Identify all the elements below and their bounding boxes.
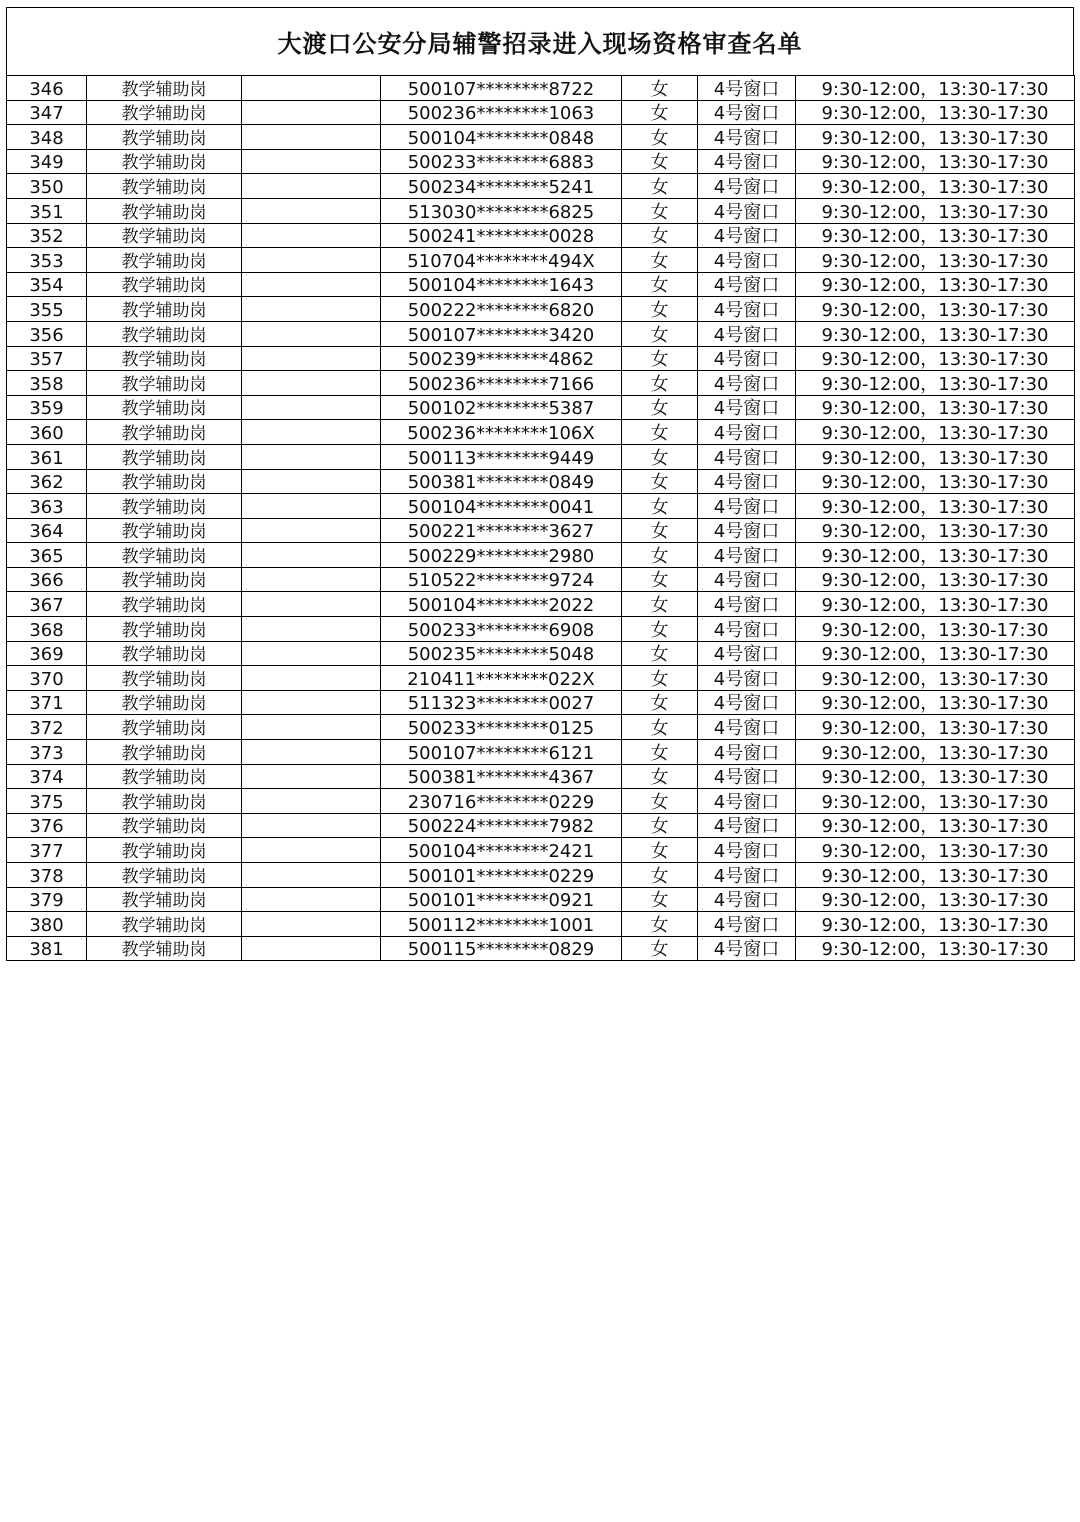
row-number-cell: 349 <box>7 149 87 174</box>
table-row <box>7 592 1075 617</box>
row-number-cell: 374 <box>7 764 87 789</box>
post-name-cell: 教学辅助岗 <box>87 936 242 961</box>
post-name-cell: 教学辅助岗 <box>87 321 242 346</box>
candidate-name-cell <box>242 346 381 371</box>
candidate-name-cell <box>242 371 381 396</box>
gender-cell: 女 <box>622 887 698 912</box>
review-time-cell: 9:30-12:00，13:30-17:30 <box>796 198 1075 223</box>
id-number-cell: 500104********0848 <box>381 125 622 150</box>
table-row <box>7 125 1075 150</box>
table-body <box>7 76 1075 961</box>
gender-cell: 女 <box>622 494 698 519</box>
row-number-cell: 373 <box>7 740 87 765</box>
table-row <box>7 863 1075 888</box>
gender-cell: 女 <box>622 76 698 101</box>
review-window-cell: 4号窗口 <box>698 346 796 371</box>
row-number-cell: 350 <box>7 174 87 199</box>
id-number-cell: 500381********4367 <box>381 764 622 789</box>
row-number-cell: 378 <box>7 863 87 888</box>
review-time-cell: 9:30-12:00，13:30-17:30 <box>796 125 1075 150</box>
post-name-cell: 教学辅助岗 <box>87 76 242 101</box>
review-time-cell: 9:30-12:00，13:30-17:30 <box>796 395 1075 420</box>
gender-cell: 女 <box>622 543 698 568</box>
id-number-cell: 500102********5387 <box>381 395 622 420</box>
row-number-cell: 360 <box>7 420 87 445</box>
review-window-cell: 4号窗口 <box>698 395 796 420</box>
post-name-cell: 教学辅助岗 <box>87 567 242 592</box>
gender-cell: 女 <box>622 666 698 691</box>
id-number-cell: 500113********9449 <box>381 444 622 469</box>
review-window-cell: 4号窗口 <box>698 690 796 715</box>
gender-cell: 女 <box>622 272 698 297</box>
row-number-cell: 379 <box>7 887 87 912</box>
row-number-cell: 377 <box>7 838 87 863</box>
gender-cell: 女 <box>622 740 698 765</box>
review-time-cell: 9:30-12:00，13:30-17:30 <box>796 641 1075 666</box>
gender-cell: 女 <box>622 764 698 789</box>
table-row <box>7 518 1075 543</box>
post-name-cell: 教学辅助岗 <box>87 272 242 297</box>
id-number-cell: 500104********2022 <box>381 592 622 617</box>
review-window-cell: 4号窗口 <box>698 272 796 297</box>
review-time-cell: 9:30-12:00，13:30-17:30 <box>796 543 1075 568</box>
post-name-cell: 教学辅助岗 <box>87 346 242 371</box>
gender-cell: 女 <box>622 321 698 346</box>
post-name-cell: 教学辅助岗 <box>87 592 242 617</box>
id-number-cell: 500381********0849 <box>381 469 622 494</box>
id-number-cell: 500115********0829 <box>381 936 622 961</box>
table-row <box>7 838 1075 863</box>
id-number-cell: 500222********6820 <box>381 297 622 322</box>
review-time-cell: 9:30-12:00，13:30-17:30 <box>796 813 1075 838</box>
row-number-cell: 369 <box>7 641 87 666</box>
id-number-cell: 500101********0229 <box>381 863 622 888</box>
review-time-cell: 9:30-12:00，13:30-17:30 <box>796 912 1075 937</box>
review-window-cell: 4号窗口 <box>698 100 796 125</box>
gender-cell: 女 <box>622 912 698 937</box>
post-name-cell: 教学辅助岗 <box>87 887 242 912</box>
id-number-cell: 500104********1643 <box>381 272 622 297</box>
candidate-name-cell <box>242 444 381 469</box>
post-name-cell: 教学辅助岗 <box>87 444 242 469</box>
post-name-cell: 教学辅助岗 <box>87 100 242 125</box>
candidate-name-cell <box>242 567 381 592</box>
candidate-name-cell <box>242 198 381 223</box>
candidate-name-cell <box>242 272 381 297</box>
post-name-cell: 教学辅助岗 <box>87 469 242 494</box>
candidate-name-cell <box>242 125 381 150</box>
id-number-cell: 500104********0041 <box>381 494 622 519</box>
gender-cell: 女 <box>622 567 698 592</box>
id-number-cell: 500239********4862 <box>381 346 622 371</box>
review-time-cell: 9:30-12:00，13:30-17:30 <box>796 863 1075 888</box>
row-number-cell: 370 <box>7 666 87 691</box>
post-name-cell: 教学辅助岗 <box>87 198 242 223</box>
gender-cell: 女 <box>622 838 698 863</box>
review-time-cell: 9:30-12:00，13:30-17:30 <box>796 371 1075 396</box>
review-window-cell: 4号窗口 <box>698 469 796 494</box>
post-name-cell: 教学辅助岗 <box>87 666 242 691</box>
row-number-cell: 364 <box>7 518 87 543</box>
table-row <box>7 248 1075 273</box>
review-time-cell: 9:30-12:00，13:30-17:30 <box>796 494 1075 519</box>
gender-cell: 女 <box>622 469 698 494</box>
candidate-name-cell <box>242 666 381 691</box>
review-time-cell: 9:30-12:00，13:30-17:30 <box>796 592 1075 617</box>
review-time-cell: 9:30-12:00，13:30-17:30 <box>796 666 1075 691</box>
review-time-cell: 9:30-12:00，13:30-17:30 <box>796 887 1075 912</box>
candidate-name-cell <box>242 813 381 838</box>
row-number-cell: 367 <box>7 592 87 617</box>
id-number-cell: 500236********1063 <box>381 100 622 125</box>
review-time-cell: 9:30-12:00，13:30-17:30 <box>796 248 1075 273</box>
gender-cell: 女 <box>622 149 698 174</box>
row-number-cell: 361 <box>7 444 87 469</box>
id-number-cell: 510704********494X <box>381 248 622 273</box>
table-row <box>7 198 1075 223</box>
table-row <box>7 567 1075 592</box>
review-window-cell: 4号窗口 <box>698 936 796 961</box>
table-row <box>7 617 1075 642</box>
gender-cell: 女 <box>622 297 698 322</box>
candidate-name-cell <box>242 641 381 666</box>
table-row <box>7 346 1075 371</box>
review-time-cell: 9:30-12:00，13:30-17:30 <box>796 321 1075 346</box>
review-window-cell: 4号窗口 <box>698 617 796 642</box>
gender-cell: 女 <box>622 248 698 273</box>
gender-cell: 女 <box>622 174 698 199</box>
candidate-name-cell <box>242 321 381 346</box>
candidate-name-cell <box>242 789 381 814</box>
review-time-cell: 9:30-12:00，13:30-17:30 <box>796 174 1075 199</box>
table-row <box>7 936 1075 961</box>
table-row <box>7 813 1075 838</box>
table-row <box>7 149 1075 174</box>
post-name-cell: 教学辅助岗 <box>87 740 242 765</box>
review-time-cell: 9:30-12:00，13:30-17:30 <box>796 567 1075 592</box>
row-number-cell: 348 <box>7 125 87 150</box>
review-time-cell: 9:30-12:00，13:30-17:30 <box>796 272 1075 297</box>
candidate-name-cell <box>242 149 381 174</box>
review-time-cell: 9:30-12:00，13:30-17:30 <box>796 715 1075 740</box>
post-name-cell: 教学辅助岗 <box>87 125 242 150</box>
review-window-cell: 4号窗口 <box>698 223 796 248</box>
candidate-name-cell <box>242 690 381 715</box>
table-row <box>7 100 1075 125</box>
review-window-cell: 4号窗口 <box>698 887 796 912</box>
id-number-cell: 230716********0229 <box>381 789 622 814</box>
post-name-cell: 教学辅助岗 <box>87 641 242 666</box>
review-window-cell: 4号窗口 <box>698 297 796 322</box>
id-number-cell: 500241********0028 <box>381 223 622 248</box>
row-number-cell: 365 <box>7 543 87 568</box>
table-row <box>7 789 1075 814</box>
review-time-cell: 9:30-12:00，13:30-17:30 <box>796 346 1075 371</box>
gender-cell: 女 <box>622 690 698 715</box>
review-time-cell: 9:30-12:00，13:30-17:30 <box>796 420 1075 445</box>
gender-cell: 女 <box>622 592 698 617</box>
review-window-cell: 4号窗口 <box>698 838 796 863</box>
gender-cell: 女 <box>622 420 698 445</box>
id-number-cell: 500107********6121 <box>381 740 622 765</box>
candidate-name-cell <box>242 174 381 199</box>
id-number-cell: 510522********9724 <box>381 567 622 592</box>
row-number-cell: 375 <box>7 789 87 814</box>
candidate-name-cell <box>242 469 381 494</box>
table-row <box>7 666 1075 691</box>
table-row <box>7 272 1075 297</box>
table-row <box>7 223 1075 248</box>
review-window-cell: 4号窗口 <box>698 494 796 519</box>
row-number-cell: 357 <box>7 346 87 371</box>
id-number-cell: 500229********2980 <box>381 543 622 568</box>
candidate-name-cell <box>242 764 381 789</box>
review-window-cell: 4号窗口 <box>698 764 796 789</box>
row-number-cell: 347 <box>7 100 87 125</box>
gender-cell: 女 <box>622 371 698 396</box>
review-window-cell: 4号窗口 <box>698 567 796 592</box>
row-number-cell: 358 <box>7 371 87 396</box>
post-name-cell: 教学辅助岗 <box>87 297 242 322</box>
review-window-cell: 4号窗口 <box>698 149 796 174</box>
gender-cell: 女 <box>622 715 698 740</box>
id-number-cell: 511323********0027 <box>381 690 622 715</box>
id-number-cell: 500112********1001 <box>381 912 622 937</box>
table-row <box>7 297 1075 322</box>
post-name-cell: 教学辅助岗 <box>87 863 242 888</box>
candidate-name-cell <box>242 617 381 642</box>
review-time-cell: 9:30-12:00，13:30-17:30 <box>796 838 1075 863</box>
gender-cell: 女 <box>622 395 698 420</box>
review-time-cell: 9:30-12:00，13:30-17:30 <box>796 789 1075 814</box>
review-window-cell: 4号窗口 <box>698 912 796 937</box>
candidate-name-cell <box>242 494 381 519</box>
row-number-cell: 352 <box>7 223 87 248</box>
gender-cell: 女 <box>622 444 698 469</box>
candidate-name-cell <box>242 100 381 125</box>
review-time-cell: 9:30-12:00，13:30-17:30 <box>796 76 1075 101</box>
review-time-cell: 9:30-12:00，13:30-17:30 <box>796 444 1075 469</box>
row-number-cell: 380 <box>7 912 87 937</box>
row-number-cell: 372 <box>7 715 87 740</box>
table-row <box>7 715 1075 740</box>
candidate-name-cell <box>242 936 381 961</box>
post-name-cell: 教学辅助岗 <box>87 912 242 937</box>
post-name-cell: 教学辅助岗 <box>87 617 242 642</box>
review-window-cell: 4号窗口 <box>698 198 796 223</box>
gender-cell: 女 <box>622 936 698 961</box>
review-time-cell: 9:30-12:00，13:30-17:30 <box>796 149 1075 174</box>
review-window-cell: 4号窗口 <box>698 371 796 396</box>
id-number-cell: 500233********6908 <box>381 617 622 642</box>
candidate-name-cell <box>242 518 381 543</box>
table-row <box>7 395 1075 420</box>
review-window-cell: 4号窗口 <box>698 863 796 888</box>
row-number-cell: 353 <box>7 248 87 273</box>
row-number-cell: 366 <box>7 567 87 592</box>
id-number-cell: 210411********022X <box>381 666 622 691</box>
table-row <box>7 174 1075 199</box>
post-name-cell: 教学辅助岗 <box>87 838 242 863</box>
candidate-name-cell <box>242 740 381 765</box>
review-time-cell: 9:30-12:00，13:30-17:30 <box>796 518 1075 543</box>
post-name-cell: 教学辅助岗 <box>87 395 242 420</box>
id-number-cell: 500107********8722 <box>381 76 622 101</box>
id-number-cell: 500236********7166 <box>381 371 622 396</box>
candidate-name-cell <box>242 223 381 248</box>
review-time-cell: 9:30-12:00，13:30-17:30 <box>796 740 1075 765</box>
candidate-table <box>6 75 1075 961</box>
candidate-name-cell <box>242 543 381 568</box>
post-name-cell: 教学辅助岗 <box>87 543 242 568</box>
gender-cell: 女 <box>622 125 698 150</box>
review-window-cell: 4号窗口 <box>698 518 796 543</box>
review-time-cell: 9:30-12:00，13:30-17:30 <box>796 617 1075 642</box>
review-window-cell: 4号窗口 <box>698 715 796 740</box>
post-name-cell: 教学辅助岗 <box>87 690 242 715</box>
candidate-name-cell <box>242 420 381 445</box>
candidate-name-cell <box>242 592 381 617</box>
candidate-name-cell <box>242 715 381 740</box>
id-number-cell: 500101********0921 <box>381 887 622 912</box>
candidate-name-cell <box>242 863 381 888</box>
post-name-cell: 教学辅助岗 <box>87 371 242 396</box>
id-number-cell: 500104********2421 <box>381 838 622 863</box>
row-number-cell: 376 <box>7 813 87 838</box>
review-window-cell: 4号窗口 <box>698 666 796 691</box>
table-row <box>7 764 1075 789</box>
gender-cell: 女 <box>622 198 698 223</box>
candidate-name-cell <box>242 912 381 937</box>
post-name-cell: 教学辅助岗 <box>87 715 242 740</box>
candidate-name-cell <box>242 887 381 912</box>
review-time-cell: 9:30-12:00，13:30-17:30 <box>796 936 1075 961</box>
row-number-cell: 354 <box>7 272 87 297</box>
review-window-cell: 4号窗口 <box>698 174 796 199</box>
review-window-cell: 4号窗口 <box>698 420 796 445</box>
table-row <box>7 444 1075 469</box>
review-window-cell: 4号窗口 <box>698 125 796 150</box>
review-time-cell: 9:30-12:00，13:30-17:30 <box>796 100 1075 125</box>
id-number-cell: 500236********106X <box>381 420 622 445</box>
post-name-cell: 教学辅助岗 <box>87 813 242 838</box>
table-row <box>7 740 1075 765</box>
id-number-cell: 500107********3420 <box>381 321 622 346</box>
gender-cell: 女 <box>622 789 698 814</box>
row-number-cell: 355 <box>7 297 87 322</box>
review-time-cell: 9:30-12:00，13:30-17:30 <box>796 690 1075 715</box>
post-name-cell: 教学辅助岗 <box>87 518 242 543</box>
candidate-name-cell <box>242 297 381 322</box>
review-window-cell: 4号窗口 <box>698 592 796 617</box>
review-window-cell: 4号窗口 <box>698 641 796 666</box>
review-window-cell: 4号窗口 <box>698 248 796 273</box>
row-number-cell: 368 <box>7 617 87 642</box>
row-number-cell: 346 <box>7 76 87 101</box>
candidate-name-cell <box>242 76 381 101</box>
gender-cell: 女 <box>622 813 698 838</box>
post-name-cell: 教学辅助岗 <box>87 223 242 248</box>
gender-cell: 女 <box>622 641 698 666</box>
review-time-cell: 9:30-12:00，13:30-17:30 <box>796 223 1075 248</box>
gender-cell: 女 <box>622 100 698 125</box>
document-sheet <box>6 7 1074 961</box>
page-title: 大渡口公安分局辅警招录进入现场资格审查名单 <box>6 7 1074 75</box>
table-row <box>7 494 1075 519</box>
review-time-cell: 9:30-12:00，13:30-17:30 <box>796 764 1075 789</box>
table-row <box>7 76 1075 101</box>
row-number-cell: 371 <box>7 690 87 715</box>
table-row <box>7 543 1075 568</box>
review-window-cell: 4号窗口 <box>698 321 796 346</box>
post-name-cell: 教学辅助岗 <box>87 764 242 789</box>
id-number-cell: 500234********5241 <box>381 174 622 199</box>
review-window-cell: 4号窗口 <box>698 813 796 838</box>
row-number-cell: 381 <box>7 936 87 961</box>
gender-cell: 女 <box>622 518 698 543</box>
table-row <box>7 641 1075 666</box>
review-window-cell: 4号窗口 <box>698 789 796 814</box>
review-window-cell: 4号窗口 <box>698 444 796 469</box>
id-number-cell: 500235********5048 <box>381 641 622 666</box>
row-number-cell: 356 <box>7 321 87 346</box>
id-number-cell: 500221********3627 <box>381 518 622 543</box>
post-name-cell: 教学辅助岗 <box>87 789 242 814</box>
post-name-cell: 教学辅助岗 <box>87 420 242 445</box>
post-name-cell: 教学辅助岗 <box>87 174 242 199</box>
table-row <box>7 469 1075 494</box>
id-number-cell: 513030********6825 <box>381 198 622 223</box>
gender-cell: 女 <box>622 863 698 888</box>
table-row <box>7 321 1075 346</box>
gender-cell: 女 <box>622 346 698 371</box>
candidate-name-cell <box>242 838 381 863</box>
review-window-cell: 4号窗口 <box>698 740 796 765</box>
table-row <box>7 690 1075 715</box>
gender-cell: 女 <box>622 223 698 248</box>
table-row <box>7 420 1075 445</box>
row-number-cell: 363 <box>7 494 87 519</box>
review-time-cell: 9:30-12:00，13:30-17:30 <box>796 297 1075 322</box>
review-time-cell: 9:30-12:00，13:30-17:30 <box>796 469 1075 494</box>
row-number-cell: 362 <box>7 469 87 494</box>
candidate-name-cell <box>242 248 381 273</box>
candidate-name-cell <box>242 395 381 420</box>
review-window-cell: 4号窗口 <box>698 543 796 568</box>
table-row <box>7 912 1075 937</box>
post-name-cell: 教学辅助岗 <box>87 149 242 174</box>
row-number-cell: 351 <box>7 198 87 223</box>
post-name-cell: 教学辅助岗 <box>87 248 242 273</box>
row-number-cell: 359 <box>7 395 87 420</box>
id-number-cell: 500224********7982 <box>381 813 622 838</box>
post-name-cell: 教学辅助岗 <box>87 494 242 519</box>
table-row <box>7 887 1075 912</box>
review-window-cell: 4号窗口 <box>698 76 796 101</box>
id-number-cell: 500233********0125 <box>381 715 622 740</box>
id-number-cell: 500233********6883 <box>381 149 622 174</box>
gender-cell: 女 <box>622 617 698 642</box>
table-row <box>7 371 1075 396</box>
